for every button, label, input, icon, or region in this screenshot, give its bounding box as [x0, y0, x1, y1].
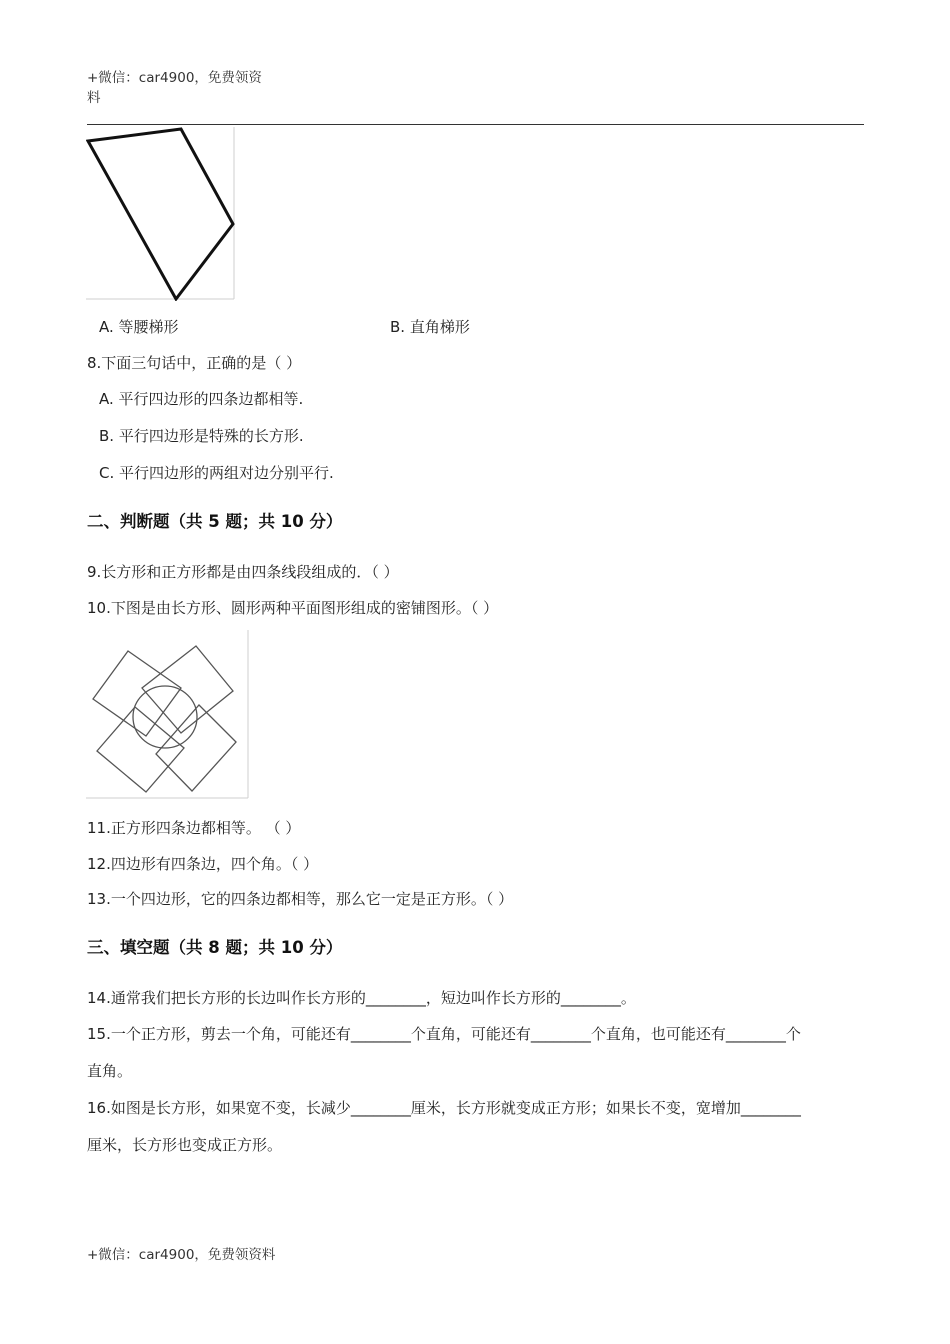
header-divider: [87, 124, 864, 125]
q7-option-a[interactable]: A. 等腰梯形: [99, 318, 179, 336]
header-line-2: 料: [87, 90, 101, 106]
quadrilateral-figure: [86, 127, 236, 301]
q9-text: 9.长方形和正方形都是由四条线段组成的．（ ）: [87, 563, 399, 581]
q8-option-c[interactable]: C. 平行四边形的两组对边分别平行.: [99, 464, 334, 482]
section3-title: 三、填空题（共 8 题；共 10 分）: [87, 938, 343, 957]
q15-line-1: 15.一个正方形，剪去一个角，可能还有________个直角，可能还有________个直角，也可能还有________个: [87, 1025, 801, 1043]
q8-stem: 8.下面三句话中，正确的是（ ）: [87, 354, 302, 372]
tiling-figure: [86, 630, 250, 800]
q8-option-b[interactable]: B. 平行四边形是特殊的长方形.: [99, 427, 304, 445]
q12-text: 12.四边形有四条边，四个角。（ ）: [87, 855, 319, 873]
header-line-1: +微信：car4900，免费领资: [87, 70, 262, 86]
q16-line-1: 16.如图是长方形，如果宽不变，长减少________厘米，长方形就变成正方形；如果长不变，宽增加________: [87, 1099, 801, 1117]
q7-option-b[interactable]: B. 直角梯形: [390, 318, 470, 336]
q14-text: 14.通常我们把长方形的长边叫作长方形的________，短边叫作长方形的________。: [87, 989, 636, 1007]
q16-line-2: 厘米，长方形也变成正方形。: [87, 1136, 283, 1154]
q13-text: 13.一个四边形，它的四条边都相等，那么它一定是正方形。（ ）: [87, 890, 514, 908]
q11-text: 11.正方形四条边都相等。 （ ）: [87, 819, 301, 837]
q8-option-a[interactable]: A. 平行四边形的四条边都相等.: [99, 390, 304, 408]
footer-text: +微信：car4900，免费领资料: [87, 1247, 276, 1263]
section2-title: 二、判断题（共 5 题；共 10 分）: [87, 512, 343, 531]
q15-line-2: 直角。: [87, 1062, 133, 1080]
q10-text: 10.下图是由长方形、圆形两种平面图形组成的密铺图形。（ ）: [87, 599, 499, 617]
